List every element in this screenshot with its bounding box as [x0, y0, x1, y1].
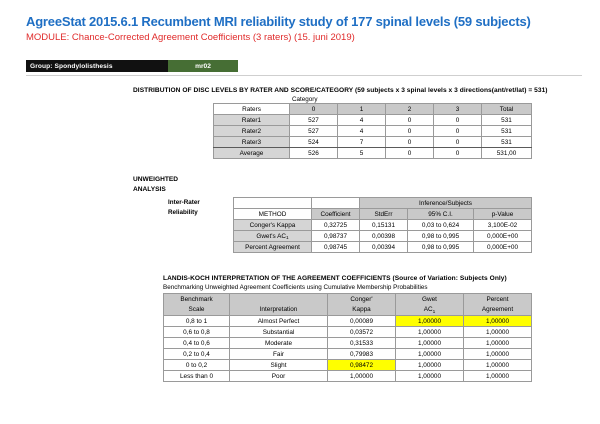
benchmark-conger-kappa: 0,03572	[328, 327, 396, 338]
distribution-caption: DISTRIBUTION OF DISC LEVELS BY RATER AND SCORE/CATEGORY (59 subjects x 3 spinal levels x 3 directions(ant/ret/lat) = 531)	[133, 87, 548, 94]
benchmark-gwet-ac1: 1,00000	[396, 338, 464, 349]
inter-rater-reliability-table	[233, 197, 532, 253]
benchmark-interpretation: Almost Perfect	[230, 316, 328, 327]
rater-cat-2: 0	[386, 126, 434, 137]
benchmark-interpretation: Fair	[230, 349, 328, 360]
category-caption: Category	[292, 96, 318, 103]
header-coefficient: Coefficient	[312, 209, 360, 220]
header-divider	[26, 75, 582, 76]
module-subtitle: MODULE: Chance-Corrected Agreement Coefficients (3 raters) (15. juni 2019)	[26, 32, 355, 43]
benchmark-percent-agreement: 1,00000	[464, 316, 532, 327]
rater-cat-3: 0	[434, 115, 482, 126]
empty-corner-2	[312, 198, 360, 209]
benchmark-scale: 0 to 0,2	[164, 360, 230, 371]
average-cat-0: 526	[290, 148, 338, 159]
table-row	[234, 231, 532, 242]
benchmark-interpretation: Slight	[230, 360, 328, 371]
average-total: 531,00	[482, 148, 532, 159]
benchmark-gwet-ac1: 1,00000	[396, 327, 464, 338]
benchmark-gwet-ac1: 1,00000	[396, 349, 464, 360]
header-cat-0: 0	[290, 104, 338, 115]
inter-rater-label: Inter-Rater	[168, 199, 200, 206]
method-name: Conger's Kappa	[234, 220, 312, 231]
header-gwet-text: AC	[423, 306, 433, 314]
rater-cat-1: 4	[338, 126, 386, 137]
header-raters: Raters	[214, 104, 290, 115]
benchmark-percent-agreement: 1,00000	[464, 338, 532, 349]
benchmark-percent-agreement: 1,00000	[464, 327, 532, 338]
table-row	[164, 316, 532, 327]
header-method: METHOD	[234, 209, 312, 220]
rater-cat-3: 0	[434, 137, 482, 148]
method-stderr: 0,00398	[360, 231, 408, 242]
method-stderr: 0,15131	[360, 220, 408, 231]
table-row	[214, 126, 532, 137]
header-interpretation-spacer	[230, 294, 328, 305]
header-stderr: StdErr	[360, 209, 408, 220]
unweighted-label-line1: UNWEIGHTED	[133, 176, 179, 183]
table-row	[164, 338, 532, 349]
header-conger-line1: Conger'	[328, 294, 396, 305]
benchmark-percent-agreement: 1,00000	[464, 349, 532, 360]
inference-header-row	[234, 209, 532, 220]
landis-koch-table	[163, 293, 532, 382]
method-coefficient: 0,98745	[312, 242, 360, 253]
method-pvalue: 3,100E-02	[474, 220, 532, 231]
rater-name: Rater2	[214, 126, 290, 137]
unweighted-label-line2: ANALYSIS	[133, 186, 166, 193]
average-cat-3: 0	[434, 148, 482, 159]
group-label: Group: Spondylolisthesis	[26, 60, 132, 72]
benchmark-percent-agreement: 1,00000	[464, 360, 532, 371]
method-stderr: 0,00394	[360, 242, 408, 253]
header-gwet-line2	[396, 305, 464, 316]
header-percent-line1: Percent	[464, 294, 532, 305]
landis-header-row-2	[164, 305, 532, 316]
header-ci: 95% C.I.	[408, 209, 474, 220]
landis-header-row-1	[164, 294, 532, 305]
table-row	[234, 220, 532, 231]
header-interpretation: Interpretation	[230, 305, 328, 316]
benchmark-scale: 0,4 to 0,6	[164, 338, 230, 349]
benchmark-conger-kappa: 0,98472	[328, 360, 396, 371]
table-row	[164, 360, 532, 371]
rater-cat-0: 524	[290, 137, 338, 148]
method-pvalue: 0,000E+00	[474, 231, 532, 242]
group-bar-spacer	[132, 60, 168, 72]
benchmark-interpretation: Moderate	[230, 338, 328, 349]
benchmark-scale: 0,2 to 0,4	[164, 349, 230, 360]
method-coefficient: 0,32725	[312, 220, 360, 231]
table-row	[214, 148, 532, 159]
rater-cat-2: 0	[386, 137, 434, 148]
header-cat-2: 2	[386, 104, 434, 115]
distribution-header-row	[214, 104, 532, 115]
benchmark-gwet-ac1: 1,00000	[396, 316, 464, 327]
method-name	[234, 231, 312, 242]
rater-total: 531	[482, 126, 532, 137]
header-total: Total	[482, 104, 532, 115]
benchmark-percent-agreement: 1,00000	[464, 371, 532, 382]
page-title: AgreeStat 2015.6.1 Recumbent MRI reliability study of 177 spinal levels (59 subjects)	[26, 14, 531, 29]
benchmark-gwet-ac1: 1,00000	[396, 360, 464, 371]
benchmark-interpretation: Substantial	[230, 327, 328, 338]
header-cat-1: 1	[338, 104, 386, 115]
title-block	[26, 14, 531, 43]
header-cat-3: 3	[434, 104, 482, 115]
rater-name: Rater3	[214, 137, 290, 148]
distribution-table	[213, 103, 532, 159]
group-bar	[26, 60, 238, 72]
table-row	[234, 242, 532, 253]
method-name-subscript: 1	[285, 236, 289, 241]
average-label: Average	[214, 148, 290, 159]
rater-name: Rater1	[214, 115, 290, 126]
benchmark-scale: 0,8 to 1	[164, 316, 230, 327]
header-benchmark-line1: Benchmark	[164, 294, 230, 305]
rater-cat-1: 4	[338, 115, 386, 126]
rater-cat-3: 0	[434, 126, 482, 137]
benchmark-conger-kappa: 0,31533	[328, 338, 396, 349]
table-row	[164, 349, 532, 360]
benchmark-conger-kappa: 0,79983	[328, 349, 396, 360]
method-name: Percent Agreement	[234, 242, 312, 253]
method-ci: 0,98 to 0,995	[408, 242, 474, 253]
benchmark-scale: Less than 0	[164, 371, 230, 382]
rater-cat-0: 527	[290, 126, 338, 137]
method-ci: 0,03 to 0,624	[408, 220, 474, 231]
benchmark-conger-kappa: 1,00000	[328, 371, 396, 382]
table-row	[164, 327, 532, 338]
benchmark-gwet-ac1: 1,00000	[396, 371, 464, 382]
benchmark-scale: 0,6 to 0,8	[164, 327, 230, 338]
benchmark-conger-kappa: 0,00089	[328, 316, 396, 327]
header-conger-line2: Kappa	[328, 305, 396, 316]
rater-cat-0: 527	[290, 115, 338, 126]
rater-cat-2: 0	[386, 115, 434, 126]
empty-corner-1	[234, 198, 312, 209]
method-pvalue: 0,000E+00	[474, 242, 532, 253]
method-ci: 0,98 to 0,995	[408, 231, 474, 242]
variable-badge: mr02	[168, 60, 238, 72]
method-coefficient: 0,98737	[312, 231, 360, 242]
header-gwet-subscript: 1	[432, 309, 436, 315]
average-cat-1: 5	[338, 148, 386, 159]
landis-koch-subcaption: Benchmarking Unweighted Agreement Coefficients using Cumulative Membership Probabilities	[163, 284, 428, 291]
header-inference-subjects: Inference/Subjects	[360, 198, 532, 209]
table-row	[214, 137, 532, 148]
header-gwet-line1: Gwet	[396, 294, 464, 305]
header-pvalue: p-Value	[474, 209, 532, 220]
average-cat-2: 0	[386, 148, 434, 159]
table-row	[214, 115, 532, 126]
header-benchmark-line2: Scale	[164, 305, 230, 316]
inference-group-header-row	[234, 198, 532, 209]
rater-total: 531	[482, 137, 532, 148]
method-name-text: Gwet's AC	[256, 232, 286, 240]
rater-cat-1: 7	[338, 137, 386, 148]
table-row	[164, 371, 532, 382]
landis-koch-caption: LANDIS-KOCH INTERPRETATION OF THE AGREEMENT COEFFICIENTS (Source of Variation: Subjects Only)	[163, 275, 507, 282]
rater-total: 531	[482, 115, 532, 126]
header-percent-line2: Agreement	[464, 305, 532, 316]
reliability-label: Reliability	[168, 209, 198, 216]
benchmark-interpretation: Poor	[230, 371, 328, 382]
